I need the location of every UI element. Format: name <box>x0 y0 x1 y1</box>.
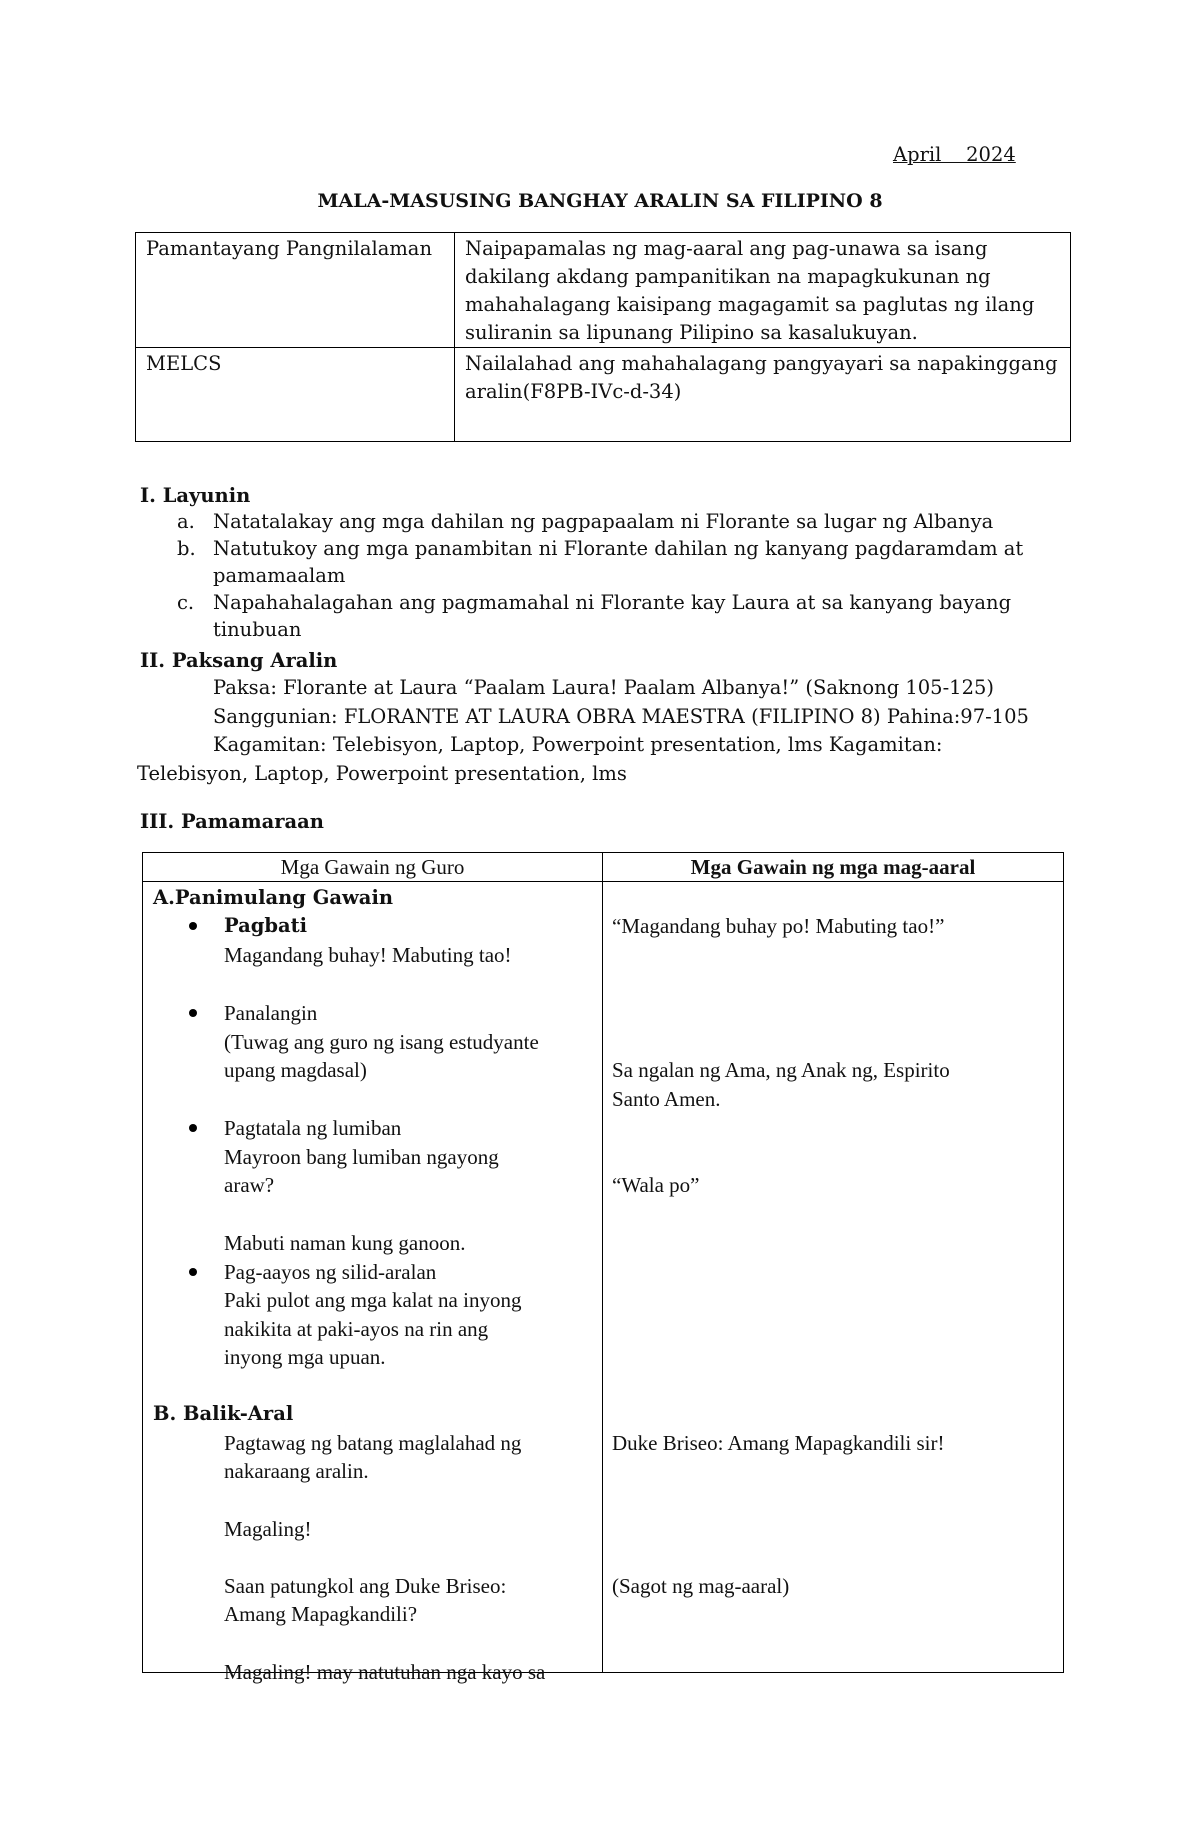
line: suliranin sa lipunang Pilipino sa kasalukuyan. <box>465 321 918 344</box>
table-header-row <box>143 853 1064 882</box>
panalangin-text: upang magdasal) <box>224 1058 367 1082</box>
section-b-heading: B. Balik-Aral <box>153 1402 294 1425</box>
student-answer: Santo Amen. <box>612 1087 721 1111</box>
column-header-guro: Mga Gawain ng Guro <box>143 853 603 882</box>
paksang-aralin-heading: II. Paksang Aralin <box>140 649 338 672</box>
standard-label: Pamantayang Pangnilalaman <box>136 233 455 348</box>
saan-text: Amang Mapagkandili? <box>224 1602 418 1626</box>
list-item <box>140 508 1040 535</box>
line: Napahahalagahan ang pagmamahal ni Florante kay Laura at sa kanyang bayang <box>213 591 1012 614</box>
student-answer: “Magandang buhay po! Mabuting tao!” <box>612 914 945 938</box>
panalangin-label: Panalangin <box>224 1001 318 1025</box>
balik-aral-text: Pagtawag ng batang maglalahad ng <box>224 1431 522 1455</box>
kagamitan-line: Telebisyon, Laptop, Powerpoint presentation, lms <box>137 761 627 785</box>
panalangin-text: (Tuwag ang guro ng isang estudyante <box>224 1030 539 1054</box>
pagbati-text: Magandang buhay! Mabuting tao! <box>224 943 512 967</box>
paksa-line: Paksa: Florante at Laura “Paalam Laura! Paalam Albanya!” (Saknong 105-125) <box>213 676 995 699</box>
section-a-heading: A.Panimulang Gawain <box>153 886 394 909</box>
line: mahahalagang kaisipang magagamit sa paglutas ng ilang <box>465 293 1035 316</box>
layunin-list <box>140 508 1040 643</box>
pamamaraan-table <box>142 852 1064 1684</box>
pagtatala-label: Pagtatala ng lumiban <box>224 1116 402 1140</box>
bullet-icon <box>189 1009 197 1017</box>
student-answer: Sa ngalan ng Ama, ng Anak ng, Espirito <box>612 1058 950 1082</box>
list-item <box>140 535 1040 589</box>
bullet-icon <box>189 1124 197 1132</box>
list-marker: c. <box>177 591 195 614</box>
pag-aayos-text: nakikita at paki-ayos na rin ang <box>224 1317 489 1341</box>
standard-content <box>455 348 1071 442</box>
student-answer: “Wala po” <box>612 1173 700 1197</box>
mag-aaral-cell <box>603 882 1064 1673</box>
guro-cell <box>143 882 603 1684</box>
pag-aayos-text: inyong mga upuan. <box>224 1345 386 1369</box>
balik-aral-text: nakaraang aralin. <box>224 1459 369 1483</box>
table-row <box>136 348 1071 442</box>
line: Naipapamalas ng mag-aaral ang pag-unawa sa isang <box>465 237 988 260</box>
line: tinubuan <box>213 618 302 641</box>
document-title: MALA-MASUSING BANGHAY ARALIN SA FILIPINO 8 <box>317 190 883 212</box>
line: Natatalakay ang mga dahilan ng pagpapaalam ni Florante sa lugar ng Albanya <box>213 510 994 533</box>
magaling-text: Magaling! <box>224 1517 312 1541</box>
table-row <box>136 233 1071 348</box>
bullet-icon <box>189 1268 197 1276</box>
layunin-heading: I. Layunin <box>140 484 251 507</box>
magaling-text: Magaling! may natutuhan nga kayo sa <box>224 1660 546 1684</box>
mabuti-text: Mabuti naman kung ganoon. <box>224 1231 466 1255</box>
pamamaraan-heading: III. Pamamaraan <box>140 810 324 833</box>
pag-aayos-label: Pag-aayos ng silid-aralan <box>224 1260 437 1284</box>
line: Natutukoy ang mga panambitan ni Florante dahilan ng kanyang pagdaramdam at <box>213 537 1024 560</box>
standards-table <box>135 232 1071 442</box>
pagtatala-text: Mayroon bang lumiban ngayong <box>224 1145 499 1169</box>
paksang-aralin-body <box>137 674 1040 788</box>
list-item <box>140 589 1040 643</box>
standard-content <box>455 233 1071 348</box>
list-marker: a. <box>177 510 195 533</box>
saan-text: Saan patungkol ang Duke Briseo: <box>224 1574 507 1598</box>
line: Nailalahad ang mahahalagang pangyayari sa napakinggang <box>465 352 1058 375</box>
table-row <box>143 882 1064 1673</box>
date: April 2024 <box>893 143 1016 166</box>
bullet-icon <box>189 922 197 930</box>
standard-label: MELCS <box>136 348 455 442</box>
student-answer: Duke Briseo: Amang Mapagkandili sir! <box>612 1431 945 1455</box>
list-marker: b. <box>177 537 196 560</box>
pag-aayos-text: Paki pulot ang mga kalat na inyong <box>224 1288 522 1312</box>
line: dakilang akdang pampanitikan na mapagkukunan ng <box>465 265 991 288</box>
sanggunian-line: Sanggunian: FLORANTE AT LAURA OBRA MAESTRA (FILIPINO 8) Pahina:97-105 <box>213 704 1029 728</box>
pagbati-label: Pagbati <box>224 914 308 937</box>
line: pamamaalam <box>213 564 346 587</box>
kagamitan-line: Kagamitan: Telebisyon, Laptop, Powerpoint presentation, lms Kagamitan: <box>213 733 943 756</box>
pagtatala-text: araw? <box>224 1173 275 1197</box>
line: aralin(F8PB-IVc-d-34) <box>465 380 682 403</box>
column-header-mag-aaral: Mga Gawain ng mga mag-aaral <box>603 853 1064 882</box>
student-answer: (Sagot ng mag-aaral) <box>612 1574 790 1598</box>
